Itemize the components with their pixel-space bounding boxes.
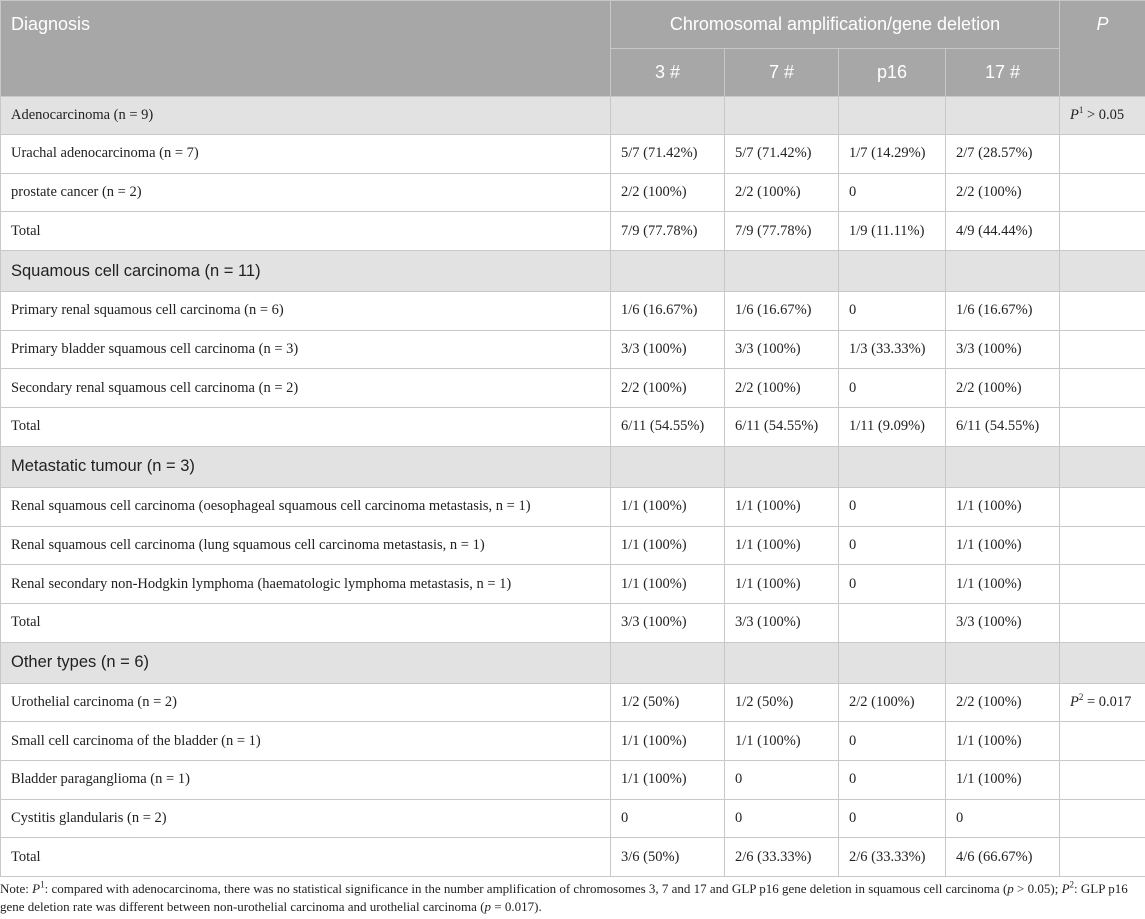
row-cell: 1/9 (11.11%): [839, 212, 946, 251]
section-row: [1, 446, 1145, 487]
table-row: [1, 173, 1145, 212]
row-p-value: [1060, 722, 1145, 761]
row-label: Renal squamous cell carcinoma (oesophageal squamous cell carcinoma metastasis, n = 1): [1, 487, 611, 526]
table-row: [1, 838, 1145, 877]
note-lead: Note:: [0, 881, 33, 896]
row-cell: 0: [839, 565, 946, 604]
row-label: Primary bladder squamous cell carcinoma (n = 3): [1, 330, 611, 369]
row-cell: 1/1 (100%): [946, 526, 1060, 565]
note-p2: P: [1061, 881, 1070, 896]
section-cell: [725, 97, 839, 135]
row-cell: 2/2 (100%): [611, 369, 725, 408]
section-cell: [611, 251, 725, 292]
row-cell: 2/7 (28.57%): [946, 135, 1060, 174]
row-cell: 3/3 (100%): [725, 330, 839, 369]
row-cell: 1/1 (100%): [611, 760, 725, 799]
table-row: [1, 330, 1145, 369]
col-header-7: 7 #: [725, 49, 839, 97]
col-header-17: 17 #: [946, 49, 1060, 97]
row-cell: 2/2 (100%): [946, 683, 1060, 722]
section-cell: [839, 642, 946, 683]
table-row: [1, 487, 1145, 526]
row-cell: 0: [611, 799, 725, 838]
table-row: [1, 683, 1145, 722]
row-cell: 1/1 (100%): [611, 487, 725, 526]
row-label: Urothelial carcinoma (n = 2): [1, 683, 611, 722]
section-p-value: [1060, 251, 1145, 292]
row-cell: 2/2 (100%): [611, 173, 725, 212]
row-p-value: [1060, 212, 1145, 251]
row-cell: 0: [839, 526, 946, 565]
row-cell: 1/1 (100%): [725, 487, 839, 526]
note-p1-sup: 1: [40, 879, 45, 890]
row-p-value: [1060, 838, 1145, 877]
row-cell: 0: [839, 760, 946, 799]
row-label: Total: [1, 603, 611, 642]
section-p-value: [1060, 642, 1145, 683]
row-p-value: [1060, 487, 1145, 526]
table-row: [1, 760, 1145, 799]
row-p-value: [1060, 760, 1145, 799]
row-cell: 1/1 (100%): [725, 526, 839, 565]
row-cell: 3/3 (100%): [611, 330, 725, 369]
table-body: [1, 97, 1145, 877]
row-cell: 1/1 (100%): [725, 565, 839, 604]
row-label: Primary renal squamous cell carcinoma (n = 6): [1, 292, 611, 331]
header-row-1: [1, 1, 1145, 49]
section-cell: [946, 251, 1060, 292]
table-row: [1, 135, 1145, 174]
row-cell: 1/11 (9.09%): [839, 408, 946, 447]
note-p1: P: [32, 881, 41, 896]
section-cell: [725, 642, 839, 683]
note-p2-sup: 2: [1069, 879, 1075, 890]
section-label: Squamous cell carcinoma (n = 11): [1, 251, 611, 292]
row-cell: 7/9 (77.78%): [611, 212, 725, 251]
row-label: prostate cancer (n = 2): [1, 173, 611, 212]
row-cell: [839, 603, 946, 642]
section-cell: [839, 251, 946, 292]
section-p-value: [1060, 97, 1145, 135]
row-cell: 0: [946, 799, 1060, 838]
row-p-value: [1060, 603, 1145, 642]
row-cell: 0: [839, 722, 946, 761]
row-cell: 5/7 (71.42%): [611, 135, 725, 174]
table-row: [1, 526, 1145, 565]
table-row: [1, 603, 1145, 642]
row-cell: 1/2 (50%): [611, 683, 725, 722]
row-p-value: [1060, 173, 1145, 212]
col-header-p16: p16: [839, 49, 946, 97]
row-p-value: [1060, 799, 1145, 838]
row-cell: 6/11 (54.55%): [946, 408, 1060, 447]
note-p-b: p: [484, 899, 492, 914]
table-row: [1, 799, 1145, 838]
section-p-value-value: > 0.05: [1083, 107, 1125, 123]
row-cell: 1/6 (16.67%): [611, 292, 725, 331]
row-label: Cystitis glandularis (n = 2): [1, 799, 611, 838]
section-cell: [946, 642, 1060, 683]
row-cell: 0: [839, 369, 946, 408]
note-p-a: p: [1007, 881, 1014, 896]
row-cell: 2/2 (100%): [725, 173, 839, 212]
row-cell: 1/6 (16.67%): [725, 292, 839, 331]
row-cell: 0: [725, 760, 839, 799]
row-label: Secondary renal squamous cell carcinoma (n = 2): [1, 369, 611, 408]
row-cell: 6/11 (54.55%): [611, 408, 725, 447]
row-cell: 3/3 (100%): [946, 330, 1060, 369]
row-cell: 2/6 (33.33%): [725, 838, 839, 877]
section-label: Metastatic tumour (n = 3): [1, 446, 611, 487]
section-label: Adenocarcinoma (n = 9): [1, 97, 611, 135]
row-label: Urachal adenocarcinoma (n = 7): [1, 135, 611, 174]
row-cell: 0: [839, 173, 946, 212]
diagnosis-header: Diagnosis: [1, 1, 611, 97]
row-p-value: [1060, 292, 1145, 331]
row-label: Total: [1, 408, 611, 447]
col-header-3: 3 #: [611, 49, 725, 97]
row-p-value: [1060, 135, 1145, 174]
row-cell: 4/6 (66.67%): [946, 838, 1060, 877]
row-label: Bladder paraganglioma (n = 1): [1, 760, 611, 799]
row-cell: 1/1 (100%): [611, 722, 725, 761]
section-cell: [611, 642, 725, 683]
row-p-value-letter: P: [1070, 693, 1079, 710]
row-cell: 0: [839, 799, 946, 838]
row-cell: 4/9 (44.44%): [946, 212, 1060, 251]
section-row: [1, 251, 1145, 292]
row-label: Renal secondary non-Hodgkin lymphoma (haematologic lymphoma metastasis, n = 1): [1, 565, 611, 604]
row-cell: 5/7 (71.42%): [725, 135, 839, 174]
section-cell: [839, 446, 946, 487]
table-row: [1, 565, 1145, 604]
group-header: Chromosomal amplification/gene deletion: [611, 1, 1060, 49]
row-cell: 2/2 (100%): [946, 173, 1060, 212]
row-cell: 1/1 (100%): [611, 565, 725, 604]
section-cell: [725, 251, 839, 292]
row-cell: 1/1 (100%): [946, 760, 1060, 799]
row-cell: 0: [725, 799, 839, 838]
row-p-value: [1060, 408, 1145, 447]
row-p-value: [1060, 330, 1145, 369]
row-p-value: [1060, 683, 1145, 722]
row-cell: 1/3 (33.33%): [839, 330, 946, 369]
table-row: [1, 408, 1145, 447]
note-text-1: : compared with adenocarcinoma, there was no statistical significance in the number amplification of chromosomes 3, 7 and 17 and GLP p16 gene deletion in squamous cell carcinoma (: [44, 881, 1008, 896]
row-cell: 1/1 (100%): [946, 722, 1060, 761]
table-note: [0, 880, 1140, 916]
row-p-value: [1060, 565, 1145, 604]
note-text-2: > 0.05);: [1013, 881, 1062, 896]
row-p-value: [1060, 369, 1145, 408]
row-p-value-sup: 2: [1078, 692, 1084, 703]
row-p-value-value: = 0.017: [1083, 693, 1132, 710]
row-cell: 2/2 (100%): [725, 369, 839, 408]
section-label: Other types (n = 6): [1, 642, 611, 683]
row-cell: 3/3 (100%): [725, 603, 839, 642]
row-cell: 0: [839, 487, 946, 526]
table-row: [1, 722, 1145, 761]
row-cell: 2/6 (33.33%): [839, 838, 946, 877]
row-cell: 6/11 (54.55%): [725, 408, 839, 447]
section-row: [1, 642, 1145, 683]
row-label: Total: [1, 838, 611, 877]
section-cell: [725, 446, 839, 487]
row-cell: 1/7 (14.29%): [839, 135, 946, 174]
section-p-value: [1060, 446, 1145, 487]
table-row: [1, 292, 1145, 331]
row-cell: 1/1 (100%): [946, 565, 1060, 604]
row-cell: 2/2 (100%): [839, 683, 946, 722]
table-row: [1, 369, 1145, 408]
note-text-4: = 0.017).: [491, 899, 542, 914]
row-label: Renal squamous cell carcinoma (lung squamous cell carcinoma metastasis, n = 1): [1, 526, 611, 565]
row-cell: 1/2 (50%): [725, 683, 839, 722]
row-cell: 3/3 (100%): [946, 603, 1060, 642]
section-cell: [611, 446, 725, 487]
section-cell: [946, 446, 1060, 487]
row-label: Total: [1, 212, 611, 251]
section-p-value-letter: P: [1070, 107, 1079, 123]
row-cell: 1/1 (100%): [946, 487, 1060, 526]
row-cell: 7/9 (77.78%): [725, 212, 839, 251]
section-cell: [946, 97, 1060, 135]
p-header: P: [1060, 1, 1145, 97]
row-cell: 0: [839, 292, 946, 331]
table-row: [1, 212, 1145, 251]
row-cell: 2/2 (100%): [946, 369, 1060, 408]
row-label: Small cell carcinoma of the bladder (n = 1): [1, 722, 611, 761]
row-cell: 1/1 (100%): [611, 526, 725, 565]
note-text-3: : GLP p16 gene deletion rate was different between non-urothelial carcinoma and urothelial carcinoma (: [0, 881, 1128, 914]
section-cell: [839, 97, 946, 135]
section-p-value-sup: 1: [1078, 105, 1084, 116]
row-p-value: [1060, 526, 1145, 565]
row-cell: 1/6 (16.67%): [946, 292, 1060, 331]
row-cell: 3/6 (50%): [611, 838, 725, 877]
row-cell: 1/1 (100%): [725, 722, 839, 761]
section-row: [1, 97, 1145, 135]
section-cell: [611, 97, 725, 135]
row-cell: 3/3 (100%): [611, 603, 725, 642]
